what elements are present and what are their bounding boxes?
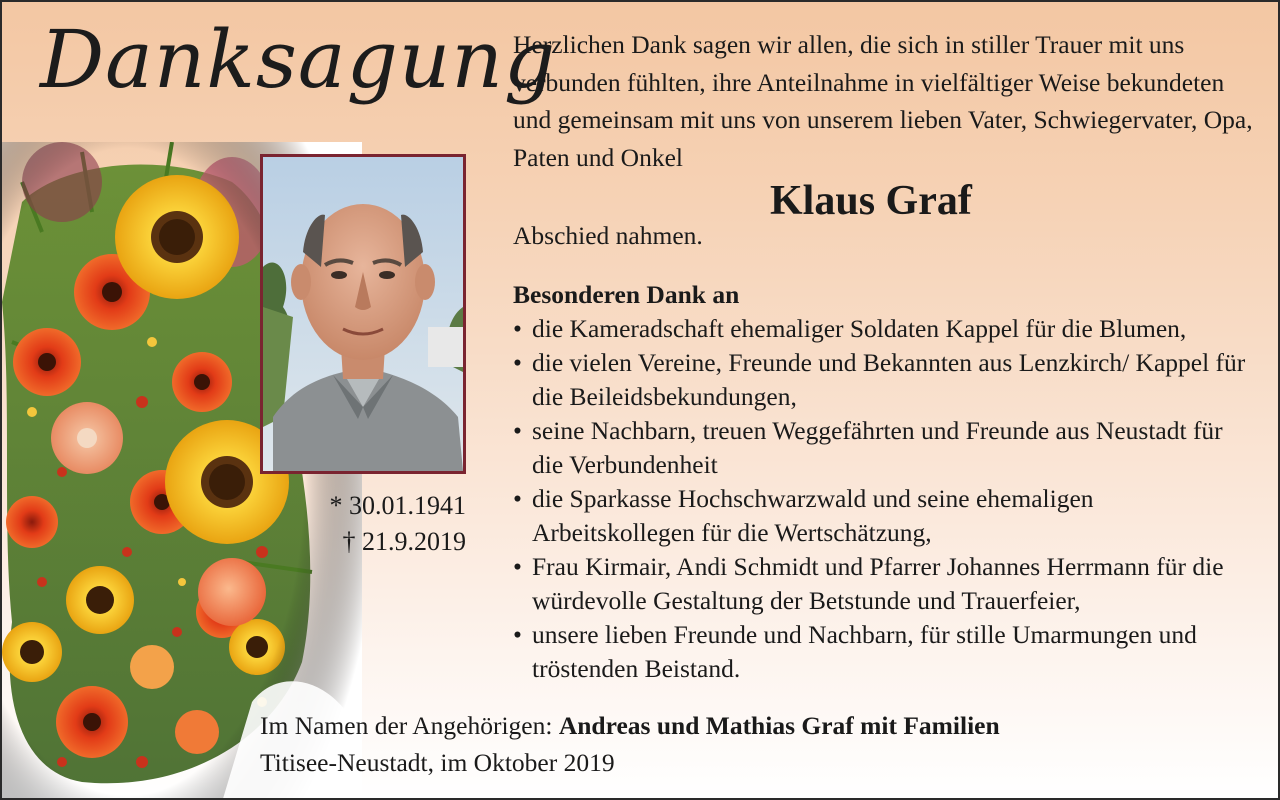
notice-title: Danksagung (40, 13, 557, 106)
farewell-text: Abschied nahmen. (513, 221, 703, 250)
signature-line (260, 708, 1000, 744)
thanks-item: • die vielen Vereine, Freunde und Bekannten aus Lenzkirch/ Kappel für die Beileidsbekundungen, (513, 346, 1258, 414)
thanks-item: • seine Nachbarn, treuen Weggefährten und Freunde aus Neustadt für die Verbundenheit (513, 414, 1258, 482)
thanks-list (513, 312, 1258, 686)
intro-text: Herzlichen Dank sagen wir allen, die sich in stiller Trauer mit uns verbunden fühlten, ihre Anteilnahme in vielfältiger Weise bekundeten und gemeinsam mit uns von unserem lieben Vater, Schwiegervater, Opa, Paten und Onkel (513, 30, 1253, 172)
life-dates (298, 488, 466, 560)
portrait-image (263, 157, 463, 471)
thanks-heading: Besonderen Dank an (513, 280, 740, 309)
death-date: † 21.9.2019 (342, 527, 466, 556)
place-date: Titisee-Neustadt, im Oktober 2019 (260, 748, 615, 777)
thanks-item: • die Sparkasse Hochschwarzwald und seine ehemaligen Arbeitskollegen für die Wertschätzung, (513, 482, 1258, 550)
birth-date: * 30.01.1941 (329, 491, 466, 520)
deceased-name: Klaus Graf (770, 178, 972, 224)
thanks-item: • unsere lieben Freunde und Nachbarn, für stille Umarmungen und tröstenden Beistand. (513, 618, 1258, 686)
portrait-photo (260, 154, 466, 474)
thanks-item: • Frau Kirmair, Andi Schmidt und Pfarrer Johannes Herrmann für die würdevolle Gestaltung der Betstunde und Trauerfeier, (513, 550, 1258, 618)
signature-prefix: Im Namen der Angehörigen: (260, 711, 553, 740)
thanks-item: • die Kameradschaft ehemaliger Soldaten Kappel für die Blumen, (513, 312, 1258, 346)
signature-names: Andreas und Mathias Graf mit Familien (558, 711, 1000, 740)
